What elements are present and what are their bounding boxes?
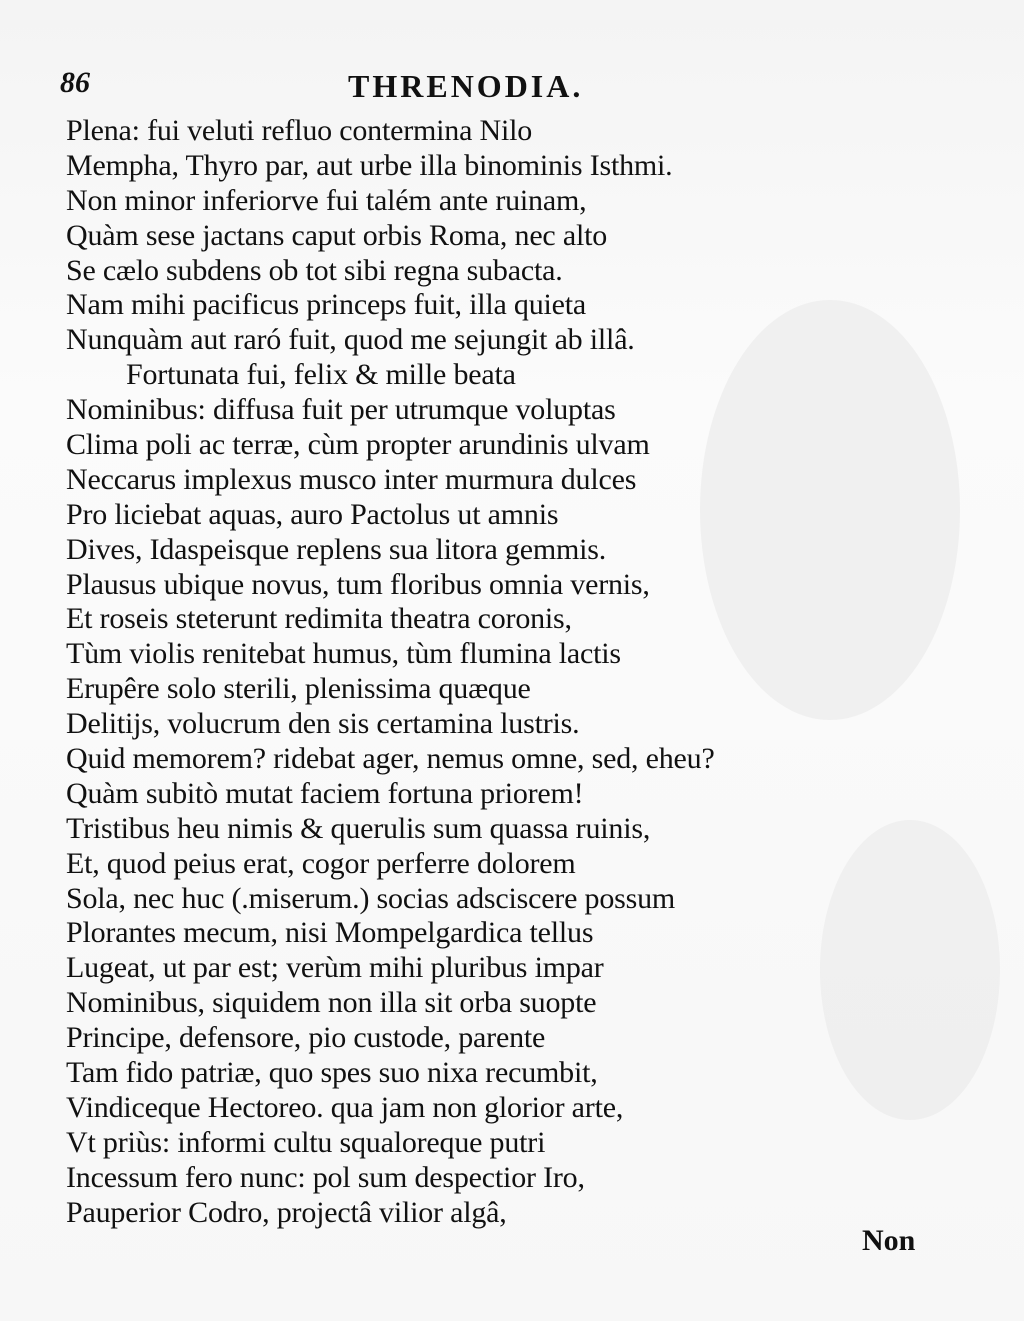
verse-line: Tristibus heu nimis & querulis sum quassa ruinis, (66, 811, 651, 845)
verse-line: Principe, defensore, pio custode, parente (66, 1021, 546, 1055)
verse-line: Vt priùs: informi cultu squaloreque putri (66, 1125, 546, 1159)
page-number: 86 (60, 66, 90, 99)
catchword: Non (862, 1224, 916, 1257)
verse-line: Nunquàm aut raró fuit, quod me sejungit ab illâ. (66, 323, 635, 357)
verse-line: Nam mihi pacificus princeps fuit, illa quieta (66, 288, 587, 322)
verse-line: Neccarus implexus musco inter murmura dulces (66, 462, 637, 496)
page-header (60, 66, 940, 110)
verse-line: Plena: fui veluti refluo contermina Nilo (66, 114, 533, 147)
verse-line: Sola, nec huc (.miserum.) socias adsciscere possum (66, 881, 675, 915)
verse-line: Clima poli ac terræ, cùm propter arundinis ulvam (66, 428, 650, 462)
verse-line: Quàm subitò mutat faciem fortuna priorem! (66, 776, 584, 810)
verse-line: Se cælo subdens ob tot sibi regna subacta. (66, 253, 563, 287)
verse-line: Mempha, Thyro par, aut urbe illa binominis Isthmi. (66, 148, 673, 182)
verse-line: Et roseis steterunt redimita theatra coronis, (66, 602, 572, 636)
verse-line: Pro liciebat aquas, auro Pactolus ut amnis (66, 497, 559, 531)
verse-line-indented: Fortunata fui, felix & mille beata (126, 358, 516, 392)
verse-line: Vindiceque Hectoreo. qua jam non glorior arte, (66, 1090, 624, 1124)
verse-line: Lugeat, ut par est; verùm mihi pluribus impar (66, 951, 604, 985)
verse-line: Dives, Idaspeisque replens sua litora gemmis. (66, 532, 607, 566)
verse-line: Non minor inferiorve fui talém ante ruinam, (66, 183, 587, 217)
verse-line: Nominibus: diffusa fuit per utrumque voluptas (66, 393, 616, 427)
verse-body (66, 114, 966, 1231)
verse-line: Quàm sese jactans caput orbis Roma, nec alto (66, 218, 608, 252)
verse-line: Pauperior Codro, projectâ vilior algâ, (66, 1195, 507, 1229)
running-title: THRENODIA. (348, 68, 584, 104)
verse-line: Tùm violis renitebat humus, tùm flumina lactis (66, 637, 621, 671)
verse-line: Plorantes mecum, nisi Mompelgardica tellus (66, 916, 594, 950)
verse-line: Erupêre solo sterili, plenissima quæque (66, 672, 531, 706)
verse-line: Incessum fero nunc: pol sum despectior Iro, (66, 1160, 585, 1194)
verse-line: Delitijs, volucrum den sis certamina lustris. (66, 707, 580, 741)
verse-line: Quid memorem? ridebat ager, nemus omne, sed, eheu? (66, 742, 715, 776)
verse-line: Tam fido patriæ, quo spes suo nixa recumbit, (66, 1056, 598, 1090)
verse-line: Plausus ubique novus, tum floribus omnia vernis, (66, 567, 650, 601)
verse-line: Nominibus, siquidem non illa sit orba suopte (66, 986, 597, 1020)
verse-line: Et, quod peius erat, cogor perferre dolorem (66, 846, 576, 880)
